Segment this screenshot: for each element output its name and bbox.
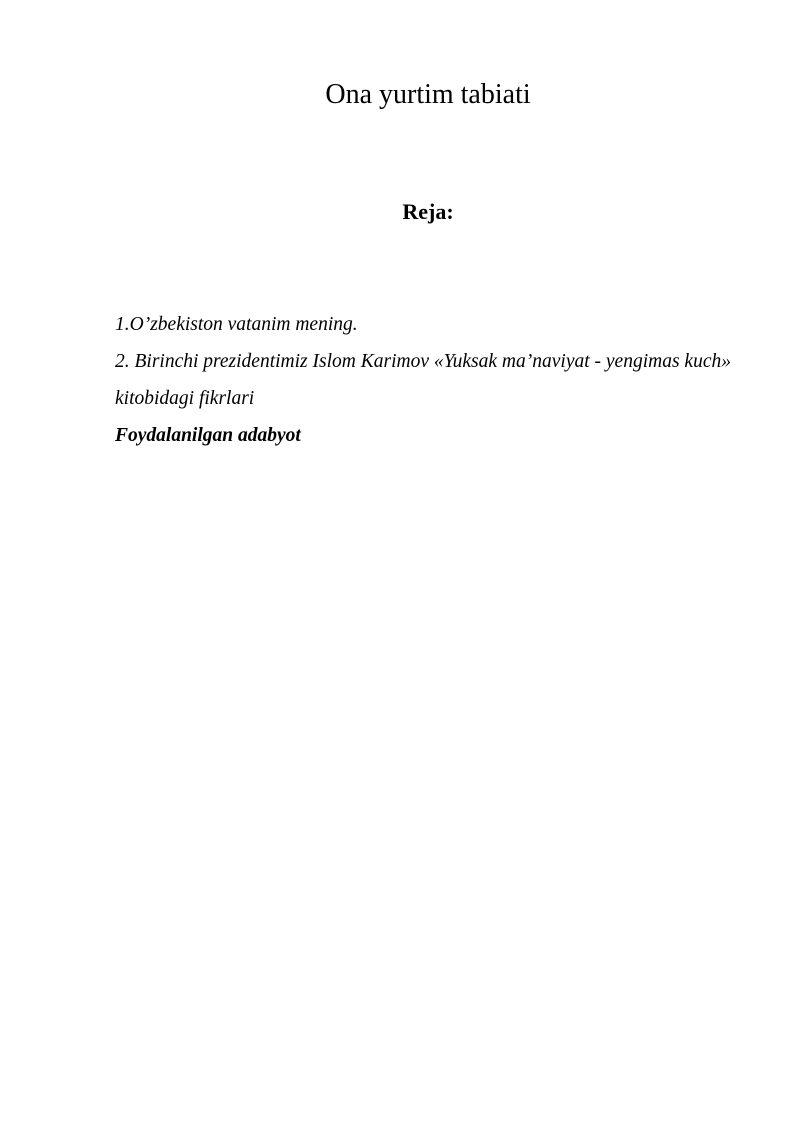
plan-item-references: Foydalanilgan adabyot [115, 425, 301, 446]
plan-item-1: 1.O’zbekiston vatanim mening. [115, 314, 358, 335]
plan-heading: Reja: [402, 199, 454, 224]
plan-list [115, 306, 755, 454]
document-title: Ona yurtim tabiati [325, 79, 531, 110]
plan-item-2: 2. Birinchi prezidentimiz Islom Karimov «Yuksak ma’naviyat - yengimas kuch» kitobidagi fikrlari [115, 351, 731, 409]
